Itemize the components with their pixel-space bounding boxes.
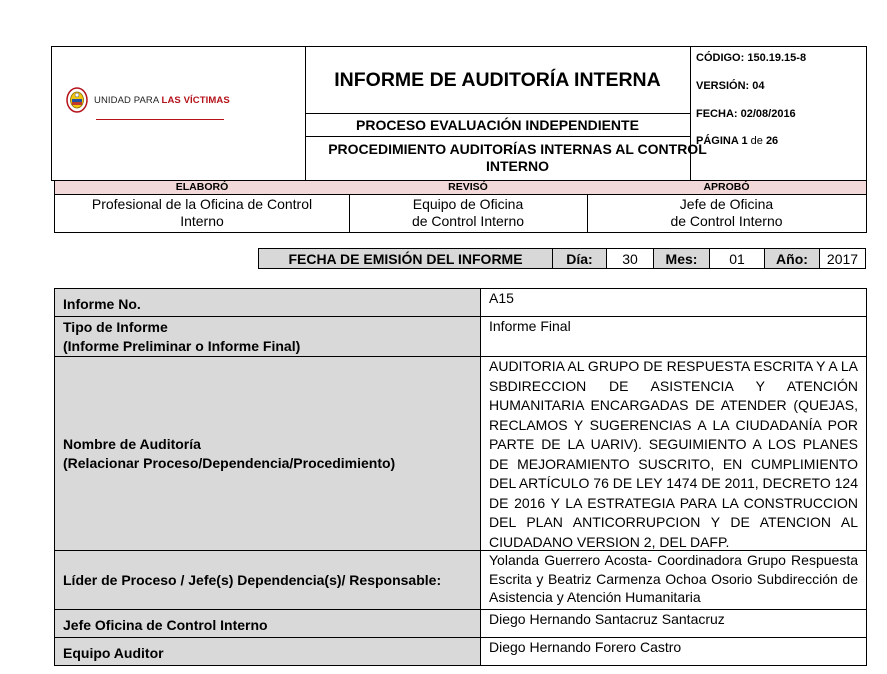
tipo-label-1: Tipo de Informe [63,318,168,335]
title-cell [305,47,707,180]
document-title: INFORME DE AUDITORÍA INTERNA [334,68,661,91]
reviso-line-2: de Control Interno [411,213,525,229]
date-label: FECHA: [696,108,738,120]
lider-value: Yolanda Guerrero Acosta- Coordinadora Grupo Respuesta Escrita y Beatriz Carmenza Ochoa Osorio Subdirección de Asistencia y Atención Humanitaria [489,552,858,605]
reviso-header: REVISÓ [349,181,587,195]
tipo-label-2: (Informe Preliminar o Informe Final) [63,337,301,354]
reviso-line-1: Equipo de Oficina [412,196,524,212]
aprobo-line-2: de Control Interno [670,213,783,229]
equipo-value: Diego Hernando Forero Castro [489,639,682,655]
jefe-label: Jefe Oficina de Control Interno [55,610,481,637]
day-value: 30 [607,249,654,268]
year-label: Año: [765,249,820,268]
nombre-value: AUDITORIA AL GRUPO DE RESPUESTA ESCRITA Y A LA SBDIRECCION DE ASISTENCIA Y ATENCIÓN HUMANITARIA ENCARGADAS DE ATENDER (QUEJAS, RECLAMOS Y SUGERENCIAS A LA CIUDADANÍA POR PARTE DE LA UARIV). SEGUIMIENTO A LOS PLANES DE MEJORAMIENTO SUSCRITO, EN CUMPLIMIENTO DEL ARTÍCULO 76 DE LEY 1474 DE 2011, DECRETO 124 DE 2016 Y LA ESTRATEGIA PARA LA CONSTRUCCION DEL PLAN ANTICORRUPCION Y DE ATENCION AL CIUDADANO VERSION 2, DEL DAFP. [489,358,858,550]
table-row [55,610,866,638]
elaboro-line-1: Profesional de la Oficina de Control [91,196,313,212]
logo-text-prefix: UNIDAD PARA [94,94,162,106]
version-line [696,80,765,92]
aprobo-header: APROBÓ [587,181,866,195]
month-label: Mes: [654,249,710,268]
page-label: PÁGINA [696,135,739,147]
table-row [55,638,866,665]
approval-table [54,180,867,233]
nombre-label-2: (Relacionar Proceso/Dependencia/Procedimiento) [63,454,396,471]
table-row [55,357,866,551]
elaboro-column [55,181,350,232]
nombre-label-1: Nombre de Auditoría [63,435,201,452]
elaboro-line-2: Interno [180,213,224,229]
page-of: de [750,135,763,147]
aprobo-line-1: Jefe de Oficina [679,196,774,212]
coat-of-arms-icon [66,87,88,113]
emission-label: FECHA DE EMISIÓN DEL INFORME [259,249,553,268]
date-value: 02/08/2016 [740,108,796,120]
informe-no-label: Informe No. [55,289,481,316]
elaboro-header: ELABORÓ [55,181,349,195]
informe-no-value: A15 [489,290,514,306]
table-row [55,551,866,610]
logo-text-bold: LAS VÍCTIMAS [161,94,230,106]
logo-cell [52,47,306,180]
date-line [696,108,796,120]
code-line [696,52,806,64]
table-row [55,317,866,357]
code-value: 150.19.15-8 [747,52,807,64]
tipo-value: Informe Final [489,318,571,334]
procedure-name: PROCEDIMIENTO AUDITORÍAS INTERNAS AL CONTROL INTERNO [328,140,707,174]
equipo-label: Equipo Auditor [55,638,481,665]
page-line [696,135,778,147]
lider-label: Líder de Proceso / Jefe(s) Dependencia(s)/ Responsable: [55,551,481,609]
year-value: 2017 [826,250,859,267]
metadata-cell [690,47,866,180]
audit-info-table [54,288,867,666]
day-label: Día: [553,249,607,268]
version-value: 04 [752,80,765,92]
document-header [51,46,867,181]
page-total: 26 [765,135,779,147]
month-value: 01 [710,249,765,268]
unidad-victimas-logo [66,87,230,113]
process-name: PROCESO EVALUACIÓN INDEPENDIENTE [305,113,690,137]
table-row [55,289,866,317]
code-label: CÓDIGO: [696,52,745,64]
jefe-value: Diego Hernando Santacruz Santacruz [489,611,725,627]
logo-underline [96,119,224,120]
page-number: 1 [741,135,748,147]
reviso-column [349,181,588,232]
emission-date-row [258,248,866,269]
aprobo-column [587,181,866,232]
version-label: VERSIÓN: [696,80,750,92]
